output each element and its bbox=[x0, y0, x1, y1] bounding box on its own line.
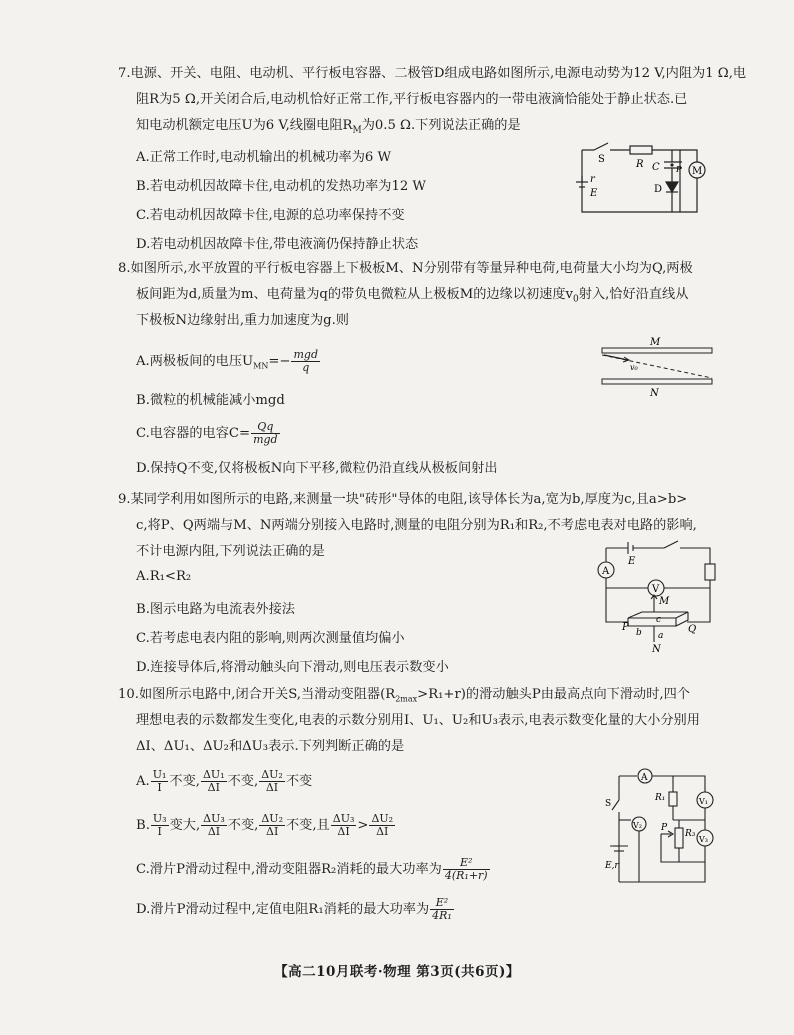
q7-label-r-small: r bbox=[590, 174, 595, 185]
q8-capacitor-figure bbox=[600, 338, 720, 402]
q10-a-frac-2 bbox=[201, 769, 227, 794]
q8-subscript: 0 bbox=[572, 294, 579, 305]
q10-a-text-2: 不变, bbox=[227, 774, 259, 789]
q10-label-s: S bbox=[605, 799, 612, 809]
q9-label-m: M bbox=[659, 596, 670, 607]
q10-b-frac-3-den: ΔI bbox=[266, 825, 279, 838]
q10-label-v3: V₃ bbox=[699, 835, 708, 844]
q10-b-frac-5-num: ΔU₂ bbox=[371, 812, 394, 825]
q8-option-a-eq: =− bbox=[268, 354, 291, 369]
q10-option-c-fraction bbox=[443, 857, 490, 882]
q10-b-frac-5 bbox=[369, 813, 395, 838]
q9-label-p: P bbox=[622, 622, 629, 633]
q7-label-c: C bbox=[652, 162, 660, 173]
q10-option-d-fraction bbox=[430, 897, 454, 922]
q9-option-a[interactable]: A.R₁<R₂ bbox=[136, 569, 192, 584]
q10-b-frac-2-den: ΔI bbox=[207, 825, 221, 838]
q8-label-n: N bbox=[650, 388, 659, 399]
q9-label-c: c bbox=[656, 615, 662, 625]
q8-option-a-text: A.两极板间的电压U bbox=[136, 354, 254, 369]
q8-option-a-sub: MN bbox=[253, 361, 269, 371]
q9-option-b[interactable]: B.图示电路为电流表外接法 bbox=[136, 602, 295, 617]
q10-option-b[interactable] bbox=[136, 813, 396, 838]
q10-a-frac-3-num: ΔU₂ bbox=[261, 768, 283, 781]
q10-b-frac-4-den: ΔI bbox=[337, 825, 350, 838]
q9-circuit-svg bbox=[592, 538, 722, 653]
q10-stem-line-2: 理想电表的示数都发生变化,电表的示数分别用I、U₁、U₂和U₃表示,电表示数变化量的大小分别用 bbox=[136, 713, 700, 728]
q10-option-a[interactable] bbox=[136, 769, 312, 794]
q10-b-text-2: 不变, bbox=[227, 818, 259, 833]
q8-option-c[interactable] bbox=[136, 421, 281, 446]
q10-stem-line-3: ΔI、ΔU₁、ΔU₂和ΔU₃表示.下列判断正确的是 bbox=[136, 739, 405, 754]
q10-b-text-3: 不变,且 bbox=[285, 818, 330, 833]
q9-label-ammeter: A bbox=[602, 566, 610, 577]
q7-subscript: M bbox=[352, 125, 362, 136]
q8-label-v0: v₀ bbox=[630, 363, 638, 372]
q7-droplet bbox=[670, 163, 673, 166]
q10-label-er: E,r bbox=[605, 861, 619, 871]
q10-option-c-numerator: E² bbox=[443, 857, 490, 870]
page-footer: 【高二10月联考·物理 第3页(共6页)】 bbox=[274, 964, 520, 980]
q8-stem-line-2 bbox=[136, 283, 688, 305]
q10-a-frac-2-num: ΔU₁ bbox=[202, 768, 225, 781]
q10-b-text-1: 变大, bbox=[169, 818, 201, 833]
q10-a-frac-3 bbox=[259, 769, 285, 794]
q7-stem-line-3 bbox=[136, 114, 521, 136]
q10-option-d[interactable] bbox=[136, 897, 455, 922]
q10-b-frac-4-num: ΔU₃ bbox=[332, 812, 355, 825]
q8-stem-line-3: 下极板N边缘射出,重力加速度为g.则 bbox=[136, 313, 349, 328]
q9-option-c[interactable]: C.若考虑电表内阻的影响,则两次测量值均偏小 bbox=[136, 631, 405, 646]
q7-option-a[interactable]: A.正常工作时,电动机输出的机械功率为6 W bbox=[136, 150, 392, 165]
q10-b-frac-3-num: ΔU₂ bbox=[261, 812, 283, 825]
q10-b-frac-1-den: I bbox=[157, 825, 162, 838]
q10-subscript: 2max bbox=[395, 694, 418, 704]
q9-label-b: b bbox=[636, 628, 642, 638]
q10-a-text-1: 不变, bbox=[169, 774, 200, 789]
q10-option-c[interactable] bbox=[136, 857, 491, 882]
q8-option-a-denominator: q bbox=[302, 361, 310, 374]
q10-a-text-3: 不变 bbox=[285, 774, 313, 789]
q8-option-a-fraction bbox=[291, 349, 320, 374]
q10-option-d-denominator: 4R₁ bbox=[432, 909, 452, 922]
q10-stem-text-end: >R₁+r)的滑动触头P由最高点向下滑动时,四个 bbox=[417, 687, 690, 702]
q10-label-r1: R₁ bbox=[655, 793, 666, 803]
q10-b-frac-2-num: ΔU₃ bbox=[203, 812, 225, 825]
q8-option-b[interactable]: B.微粒的机械能减小mgd bbox=[136, 393, 285, 408]
q8-option-c-fraction bbox=[251, 421, 280, 446]
q7-option-b[interactable]: B.若电动机因故障卡住,电动机的发热功率为12 W bbox=[136, 179, 426, 194]
q9-label-q: Q bbox=[688, 624, 697, 635]
q7-stem-line-2: 阻R为5 Ω,开关闭合后,电动机恰好正常工作,平行板电容器内的一带电液滴恰能处于静止状态.已 bbox=[136, 92, 688, 107]
q10-label-v1: V₁ bbox=[699, 797, 708, 806]
q8-option-c-text: C.电容器的电容C= bbox=[136, 426, 251, 441]
q8-option-a[interactable] bbox=[136, 349, 321, 374]
q10-stem-text: 10.如图所示电路中,闭合开关S,当滑动变阻器(R bbox=[118, 687, 396, 702]
q7-label-m: M bbox=[692, 166, 703, 177]
q10-stem-line-1 bbox=[118, 683, 690, 704]
q10-label-r3: R₃ bbox=[685, 829, 696, 839]
q7-label-p: P bbox=[676, 165, 682, 174]
q8-capacitor-svg bbox=[600, 338, 720, 398]
q9-label-e: E bbox=[628, 556, 636, 567]
q9-option-d[interactable]: D.连接导体后,将滑动触头向下滑动,则电压表示数变小 bbox=[136, 660, 449, 675]
q7-label-d: D bbox=[654, 184, 663, 195]
q9-label-voltmeter: V bbox=[652, 584, 660, 595]
q10-option-d-text: D.滑片P滑动过程中,定值电阻R₁消耗的最大功率为 bbox=[136, 902, 430, 917]
q10-a-frac-1-den: I bbox=[157, 781, 162, 794]
q9-label-n: N bbox=[652, 644, 661, 655]
q10-option-c-text: C.滑片P滑动过程中,滑动变阻器R₂消耗的最大功率为 bbox=[136, 862, 442, 877]
q7-circuit-svg bbox=[572, 140, 722, 220]
q10-b-frac-4 bbox=[331, 813, 357, 838]
q8-stem-text: 板间距为d,质量为m、电荷量为q的带负电微粒从上极板M的边缘以初速度v bbox=[136, 287, 573, 302]
q10-a-frac-2-den: ΔI bbox=[207, 781, 220, 794]
q10-b-frac-5-den: ΔI bbox=[376, 825, 389, 838]
q10-option-c-denominator: 4(R₁+r) bbox=[444, 869, 488, 882]
q8-option-c-numerator: Qq bbox=[251, 421, 280, 434]
q9-stem-line-2: c,将P、Q两端与M、N两端分别接入电路时,测量的电阻分别为R₁和R₂,不考虑电表对电路的影响, bbox=[136, 518, 697, 533]
q10-b-label: B. bbox=[136, 818, 150, 833]
q9-label-a: a bbox=[658, 631, 664, 641]
q7-stem-text-end: 为0.5 Ω.下列说法正确的是 bbox=[361, 118, 521, 133]
q8-option-c-denominator: mgd bbox=[253, 433, 278, 446]
q7-label-e: E bbox=[590, 188, 598, 199]
q7-option-d[interactable]: D.若电动机因故障卡住,带电液滴仍保持静止状态 bbox=[136, 237, 419, 252]
q10-label-p: P bbox=[661, 823, 668, 833]
q10-b-frac-3 bbox=[259, 813, 285, 838]
q7-option-c[interactable]: C.若电动机因故障卡住,电源的总功率保持不变 bbox=[136, 208, 405, 223]
q10-circuit-figure bbox=[605, 770, 720, 894]
q9-circuit-figure bbox=[592, 538, 722, 657]
q8-option-a-numerator: mgd bbox=[293, 348, 318, 361]
q7-circuit-figure bbox=[572, 140, 722, 224]
q7-label-r-big: R bbox=[636, 159, 644, 170]
q10-b-text-4: > bbox=[357, 818, 369, 833]
q8-stem-line-1: 8.如图所示,水平放置的平行板电容器上下极板M、N分别带有等量异种电荷,电荷量大小均为Q,两极 bbox=[118, 261, 693, 276]
q10-b-frac-1 bbox=[151, 813, 169, 838]
q7-label-s: S bbox=[598, 154, 605, 165]
q8-option-d[interactable]: D.保持Q不变,仅将极板N向下平移,微粒仍沿直线从极板间射出 bbox=[136, 461, 498, 476]
q10-b-frac-2 bbox=[201, 813, 227, 838]
q10-option-d-numerator: E² bbox=[430, 897, 454, 910]
q9-stem-line-3: 不计电源内阻,下列说法正确的是 bbox=[136, 544, 325, 559]
q10-a-frac-3-den: ΔI bbox=[265, 781, 279, 794]
q8-label-m: M bbox=[650, 337, 661, 348]
q10-b-frac-1-num: U₃ bbox=[152, 812, 167, 825]
q9-stem-line-1: 9.某同学利用如图所示的电路,来测量一块"砖形"导体的电阻,该导体长为a,宽为b,厚度为c,且a>b> bbox=[118, 492, 688, 507]
q7-stem-text: 知电动机额定电压U为6 V,线圈电阻R bbox=[136, 118, 353, 133]
q10-a-frac-1 bbox=[151, 769, 169, 794]
q8-stem-text-end: 射入,恰好沿直线从 bbox=[578, 287, 689, 302]
q10-label-v2: V₂ bbox=[633, 821, 642, 830]
q7-stem-line-1: 7.电源、开关、电阻、电动机、平行板电容器、二极管D组成电路如图所示,电源电动势为12 V,内阻为1 Ω,电 bbox=[118, 66, 747, 81]
q10-a-frac-1-num: U₁ bbox=[152, 768, 167, 781]
q10-a-label: A. bbox=[136, 774, 150, 789]
q10-label-ammeter: A bbox=[641, 773, 648, 783]
q10-circuit-svg bbox=[605, 770, 720, 890]
